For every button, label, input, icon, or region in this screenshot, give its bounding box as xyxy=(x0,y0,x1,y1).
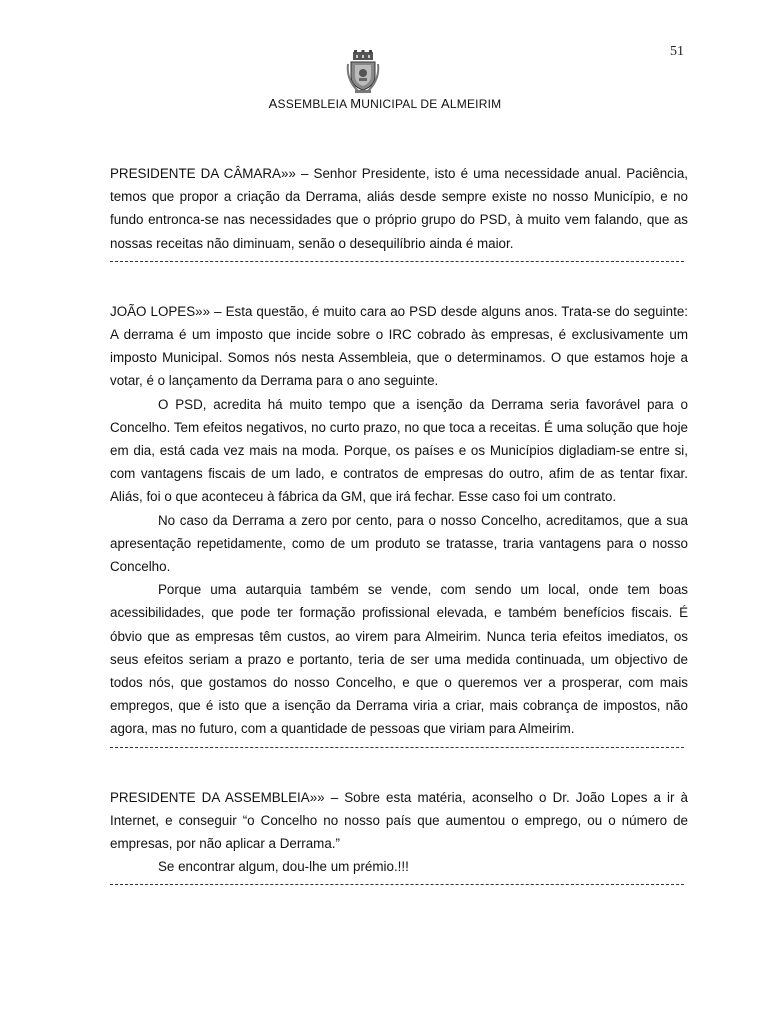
header-title-part: LMEIRIM xyxy=(449,97,502,111)
speech-text: – Esta questão, é muito cara ao PSD desde alguns anos. Trata-se do seguinte: A derrama é um imposto que incide sobre o IRC cobrado às empresas, é exclusivamente um imposto Municipal. Somos nós nesta Assembleia, que o determinamos. O que estamos hoje a votar, é o lançamento da Derrama para o ano seguinte. xyxy=(110,303,688,389)
speaker-name: PRESIDENTE DA ASSEMBLEIA»» xyxy=(110,789,325,805)
header-title-part: A xyxy=(268,96,278,111)
header-title-part: M xyxy=(350,96,362,111)
speech-paragraph: O PSD, acredita há muito tempo que a isenção da Derrama seria favorável para o Concelho. Tem efeitos negativos, no curto prazo, no que toca a receitas. É uma solução que hoje em dia, está cada vez mais na moda. Porque, os países e os Municípios digladiam-se entre si, com vantagens fiscais de um lado, e contratos de empresas do outro, afim de as tentar fixar. Aliás, foi o que aconteceu à fábrica da GM, que irá fechar. Esse caso foi um contrato. xyxy=(110,396,688,505)
header-title-part: A xyxy=(441,96,450,111)
municipal-crest-icon xyxy=(345,50,381,94)
speech-text: – Senhor Presidente, isto é uma necessidade anual. Paciência, temos que propor a criação da Derrama, aliás desde sempre existe no nosso Município, e no fundo entronca-se nas necessidades que o próprio grupo do PSD, à muito vem falando, que as nossas receitas não diminuam, senão o desequilíbrio ainda é maior. xyxy=(110,166,688,251)
speech-paragraph xyxy=(110,300,688,393)
speech-paragraph xyxy=(110,786,688,856)
speech-paragraph xyxy=(110,162,688,255)
section-divider xyxy=(110,884,684,885)
speaker-name: JOÃO LOPES»» xyxy=(110,303,211,319)
speech-text: – Sobre esta matéria, aconselho o Dr. João Lopes a ir à Internet, e conseguir “o Concelho no nosso país que aumentou o emprego, ou o número de empresas, por não aplicar a Derrama.” xyxy=(110,789,688,852)
speech-paragraph: Se encontrar algum, dou-lhe um prémio.!!! xyxy=(158,859,409,875)
header-title-part: UNICIPAL DE xyxy=(361,97,442,111)
document-body xyxy=(110,162,688,885)
speech-paragraph: Porque uma autarquia também se vende, com sendo um local, onde tem boas acessibilidades, que pode ter formação profissional elevada, e também benefícios fiscais. É óbvio que as empresas têm custos, ao virem para Almeirim. Nunca teria efeitos imediatos, os seus efeitos seriam a prazo e portanto, teria de ser uma medida continuada, um objectivo de todos nós, que gostamos do nosso Concelho, e que o queremos ver a prosperar, com mais empregos, que é isto que a isenção da Derrama viria a criar, mais cobrança de impostos, não agora, mas no futuro, com a quantidade de pessoas que viriam para Almeirim. xyxy=(110,582,688,737)
header-title xyxy=(0,96,770,111)
page-number: 51 xyxy=(670,44,684,59)
header-title-part: SSEMBLEIA xyxy=(277,97,351,111)
speaker-name: PRESIDENTE DA CÂMARA»» xyxy=(110,166,296,181)
speech-paragraph: No caso da Derrama a zero por cento, para o nosso Concelho, acreditamos, que a sua apresentação repetidamente, como de um produto se tratasse, traria vantagens para o nosso Concelho. xyxy=(110,512,688,575)
